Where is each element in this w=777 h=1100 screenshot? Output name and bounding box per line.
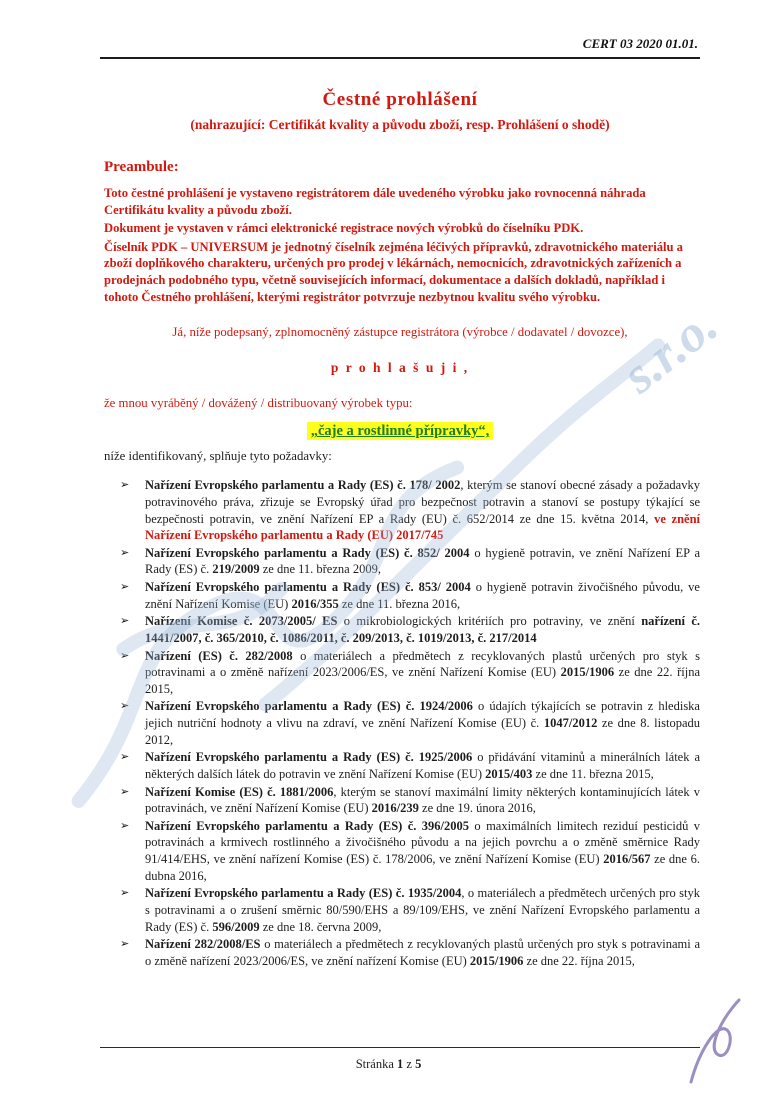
requirements-intro: níže identifikovaný, splňuje tyto požadavky: [104, 449, 332, 464]
text-segment: ze dne 18. června 2009, [259, 919, 382, 934]
declaration-verb: p r o h l a š u j i , [330, 360, 470, 376]
requirement-item [100, 818, 700, 885]
requirements-list [100, 477, 700, 969]
product-type-line [100, 422, 700, 440]
requirement-item [100, 545, 700, 578]
text-segment: ze dne 8. listopadu 2012, [145, 716, 700, 747]
preamble-heading: Preambule: [104, 159, 179, 175]
signature-mark [669, 992, 759, 1092]
preamble-section [100, 159, 700, 305]
requirement-item [100, 648, 700, 698]
requirement-item [100, 698, 700, 748]
text-segment: ze dne 11. března 2015, [532, 766, 654, 781]
text-segment: ve znění Nařízení Evropského parlamentu a Rady (EU) 2017/745 [145, 511, 700, 543]
text-segment: o hygieně potravin, ve znění Nařízení EP a Rady (ES) č. [145, 545, 700, 577]
arrow-bullet-icon: ➢ [120, 649, 130, 662]
text-segment: Nařízení Evropského parlamentu a Rady (ES) č. 852/ 2004 [145, 545, 470, 560]
arrow-bullet-icon: ➢ [120, 546, 130, 559]
requirement-item [100, 613, 700, 646]
text-segment: Stránka [355, 1057, 397, 1071]
document-header [100, 36, 700, 59]
text-segment: 596/2009 [212, 919, 260, 934]
text-segment: ze dne 11. března 2009, [259, 562, 381, 577]
text-segment: 2015/403 [485, 766, 533, 781]
text-segment: 2015/1906 [560, 665, 615, 680]
text-segment: 2016/355 [291, 596, 339, 611]
text-segment: Nařízení Evropského parlamentu a Rady (ES) č. 1935/2004 [145, 886, 462, 901]
arrow-bullet-icon: ➢ [120, 479, 130, 492]
text-segment: , o materiálech a předmětech určených pro styk s potravinami a o zrušení směrnic 80/590/EHS a 89/109/EHS, ve znění Nařízení Evropského parlamentu a Rady (ES) č. [145, 886, 700, 934]
text-segment: Nařízení Evropského parlamentu a Rady (ES) č. 853/ 2004 [145, 580, 471, 595]
text-segment: o údajích týkajících se potravin z hlediska jejich nutriční hodnoty a vlivu na zdraví, ve znění Nařízení Komise (EU) č. [145, 699, 700, 731]
arrow-bullet-icon: ➢ [120, 785, 130, 798]
text-segment: ze dne 11. března 2016, [338, 596, 461, 611]
requirement-text [145, 819, 700, 883]
text-segment: Nařízení Komise (ES) č. 1881/2006 [145, 784, 334, 799]
requirement-text [145, 937, 700, 968]
text-segment: ze dne 6. dubna 2016, [145, 852, 700, 883]
text-segment: nařízení č. 1441/2007, č. 365/2010, č. 1086/2011, č. 209/2013, č. 1019/2013, č. 217/2014 [145, 614, 701, 645]
text-segment: , kterým se stanoví maximální limity některých kontaminujících látek v potravinách, ve znění Nařízení Komise (EU) [145, 784, 700, 816]
text-segment: Nařízení 282/2008/ES [145, 937, 261, 952]
page-number-label [356, 1057, 422, 1071]
text-segment: o mikrobiologických kritériích pro potraviny, ve znění [337, 614, 642, 629]
requirement-item [100, 749, 700, 782]
arrow-bullet-icon: ➢ [120, 819, 130, 832]
requirement-text [145, 478, 700, 542]
text-segment: Nařízení Evropského parlamentu a Rady (ES) č. 396/2005 [145, 818, 470, 833]
declaration-intro: Já, níže podepsaný, zplnomocněný zástupce registrátora (výrobce / dodavatel / dovozce), [172, 325, 628, 340]
requirement-text [145, 546, 700, 577]
arrow-bullet-icon: ➢ [120, 700, 130, 713]
text-segment: Nařízení Evropského parlamentu a Rady (ES) č. 1925/2006 [145, 750, 473, 765]
declaration-section [100, 325, 700, 464]
preamble-paragraph: Číselník PDK – UNIVERSUM je jednotný číselník zejména léčivých přípravků, zdravotnického materiálu a zboží doplňkového charakteru, určených pro prodej v lékárnách, nemocnicích, zdravotnických zařízeních a prodejnách podobného typu, včetně souvisejících informací, dokumentace a dalších dokladů, například i tohoto Čestného prohlášení, kterými registrátor potvrzuje nezbytnou kvalitu svého výrobku. [104, 239, 683, 304]
header-rule [100, 57, 700, 59]
preamble-paragraph: Toto čestné prohlášení je vystaveno registrátorem dále uvedeného výrobku jako rovnocenná náhrada Certifikátu kvality a původu zboží. [104, 186, 646, 217]
text-segment: , kterým se stanoví obecné zásady a požadavky potravinového práva, zřizuje se Evropský úřad pro bezpečnost potravin a stanoví se postupy týkající se bezpečnosti potravin, ve znění Nařízení EP a Rady (EU) č. 652/2014 ze dne 15. května 2014, [145, 478, 700, 526]
page-title: Čestné prohlášení [322, 89, 478, 110]
requirement-text [145, 785, 700, 816]
requirement-text [145, 649, 700, 696]
text-segment: 2016/567 [603, 852, 651, 867]
requirement-text [145, 699, 700, 746]
document-code: CERT 03 2020 01.01. [582, 36, 698, 51]
page-footer [0, 1057, 777, 1072]
product-type-highlight: „čaje a rostlinné přípravky“, [307, 422, 494, 440]
text-segment: ze dne 22. října 2015, [145, 665, 700, 696]
arrow-bullet-icon: ➢ [120, 887, 130, 900]
arrow-bullet-icon: ➢ [120, 581, 130, 594]
text-segment: z [403, 1057, 416, 1071]
declaration-type-line: že mnou vyráběný / dovážený / distribuovaný výrobek typu: [104, 396, 413, 411]
text-segment: o materiálech a předmětech z recyklovaných plastů určených pro styk s potravinami a o změně nařízení 2023/2006/ES, ve znění nařízení Komise (EU) [145, 937, 700, 968]
requirement-item [100, 936, 700, 969]
requirement-item [100, 885, 700, 935]
text-segment: o hygieně potravin živočišného původu, ve znění Nařízení Komise (EU) [145, 580, 700, 611]
text-segment: o přidávání vitaminů a minerálních látek a některých dalších látek do potravin ve znění Nařízení Komise (EU) [145, 750, 700, 781]
text-segment: Nařízení Evropského parlamentu a Rady (ES) č. 178/ 2002 [145, 478, 461, 493]
text-segment: Nařízení Komise č. 2073/2005/ ES [145, 614, 338, 629]
arrow-bullet-icon: ➢ [120, 751, 130, 764]
arrow-bullet-icon: ➢ [120, 938, 130, 951]
preamble-paragraph: Dokument je vystaven v rámci elektronické registrace nových výrobků do číselníku PDK. [104, 221, 584, 236]
text-segment: ze dne 22. října 2015, [523, 953, 635, 968]
page-subtitle: (nahrazující: Certifikát kvality a původu zboží, resp. Prohlášení o shodě) [190, 117, 610, 132]
text-segment: 2016/239 [371, 801, 419, 816]
text-segment: ze dne 19. února 2016, [418, 801, 536, 816]
text-segment: 1 [397, 1057, 404, 1071]
text-segment: o materiálech a předmětech z recyklovaných plastů určených pro styk s potravinami a o změně nařízení 2023/2006/ES, ve znění Nařízení Komise (EU) [145, 648, 700, 680]
arrow-bullet-icon: ➢ [120, 615, 130, 628]
text-segment: 1047/2012 [543, 716, 598, 731]
requirement-item [100, 579, 700, 612]
requirement-item [100, 477, 700, 544]
text-segment: Nařízení Evropského parlamentu a Rady (ES) č. 1924/2006 [145, 699, 473, 714]
requirement-text [145, 750, 700, 781]
text-segment: 5 [415, 1057, 422, 1071]
requirement-text [145, 614, 700, 645]
requirement-item [100, 784, 700, 817]
footer-rule [100, 1047, 700, 1048]
requirement-text [145, 886, 700, 933]
watermark-text: s.r.o. [612, 296, 729, 405]
text-segment: 2015/1906 [469, 953, 524, 968]
text-segment: o maximálních limitech reziduí pesticidů v potravinách a krmivech rostlinného a živočišného původu a na jejich povrchu a o změně směrnice Rady 91/414/EHS, ve znění nařízení Komise (ES) č. 178/2006, ve znění Nařízení Komise (EU) [145, 818, 700, 867]
text-segment: 219/2009 [212, 562, 260, 577]
requirement-text [145, 580, 700, 611]
text-segment: Nařízení (ES) č. 282/2008 [145, 648, 293, 663]
